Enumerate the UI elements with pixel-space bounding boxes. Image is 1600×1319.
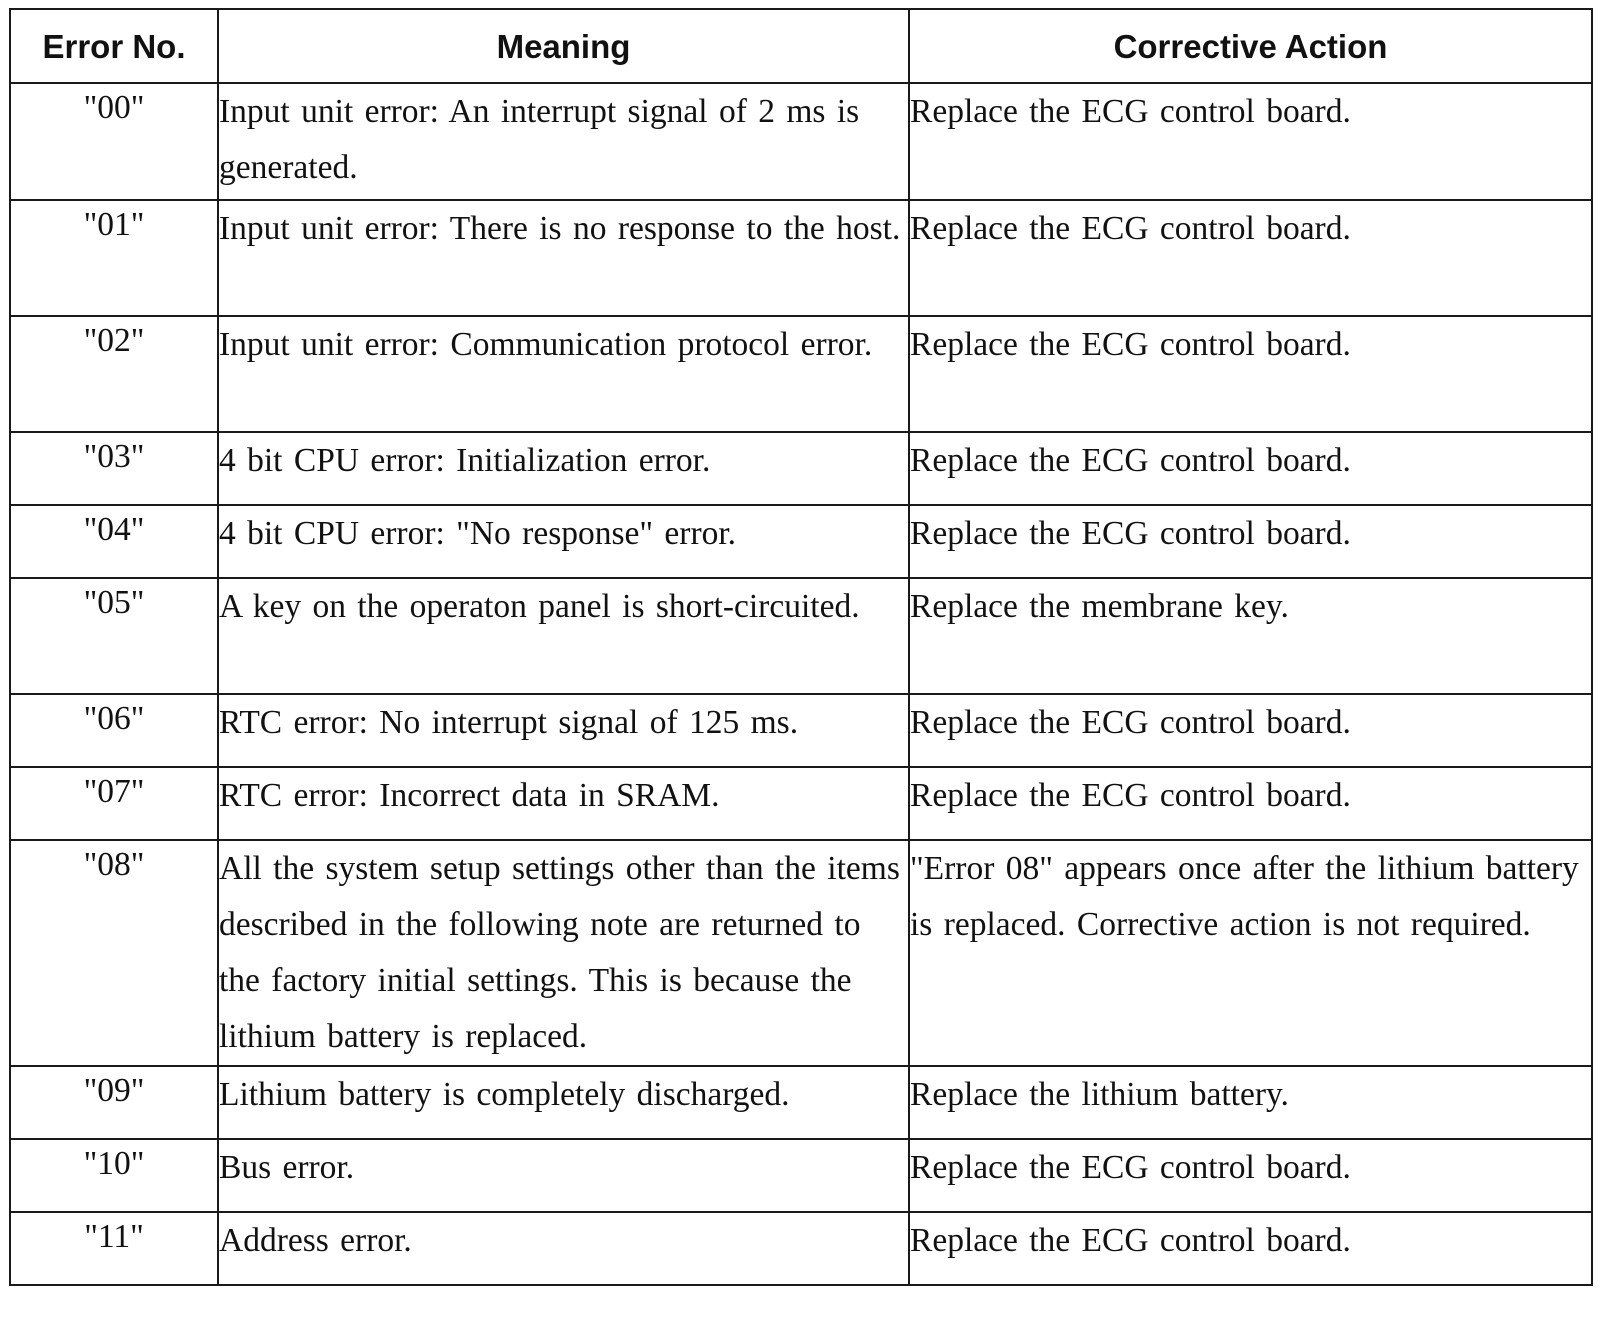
error-code-cell: "11" (10, 1212, 218, 1285)
action-cell: Replace the ECG control board. (909, 1212, 1592, 1285)
table-row (10, 505, 1592, 578)
meaning-cell: 4 bit CPU error: Initialization error. (218, 432, 909, 505)
error-code-cell: "10" (10, 1139, 218, 1212)
meaning-cell: Lithium battery is completely discharged. (218, 1066, 909, 1139)
meaning-cell: Input unit error: There is no response to the host. (218, 200, 909, 316)
header-meaning: Meaning (218, 9, 909, 83)
meaning-cell: Bus error. (218, 1139, 909, 1212)
error-code-cell: "04" (10, 505, 218, 578)
error-code-cell: "00" (10, 83, 218, 200)
action-cell: Replace the ECG control board. (909, 316, 1592, 432)
table-row (10, 694, 1592, 767)
table-row (10, 767, 1592, 840)
table-row (10, 432, 1592, 505)
table-row (10, 83, 1592, 200)
action-cell: "Error 08" appears once after the lithium battery is replaced. Corrective action is not required. (909, 840, 1592, 1066)
meaning-cell: 4 bit CPU error: "No response" error. (218, 505, 909, 578)
header-error-no: Error No. (10, 9, 218, 83)
error-code-table (9, 8, 1593, 1286)
meaning-cell: A key on the operaton panel is short-circuited. (218, 578, 909, 694)
table-row (10, 578, 1592, 694)
action-cell: Replace the lithium battery. (909, 1066, 1592, 1139)
meaning-cell: RTC error: No interrupt signal of 125 ms. (218, 694, 909, 767)
meaning-cell: RTC error: Incorrect data in SRAM. (218, 767, 909, 840)
table-row (10, 1212, 1592, 1285)
table-row (10, 200, 1592, 316)
action-cell: Replace the ECG control board. (909, 767, 1592, 840)
table-row (10, 316, 1592, 432)
action-cell: Replace the ECG control board. (909, 505, 1592, 578)
error-code-cell: "07" (10, 767, 218, 840)
header-corrective-action: Corrective Action (909, 9, 1592, 83)
error-code-cell: "02" (10, 316, 218, 432)
action-cell: Replace the ECG control board. (909, 694, 1592, 767)
error-code-cell: "08" (10, 840, 218, 1066)
error-code-cell: "06" (10, 694, 218, 767)
meaning-cell: All the system setup settings other than the items described in the following note are returned to the factory initial settings. This is because the lithium battery is replaced. (218, 840, 909, 1066)
action-cell: Replace the ECG control board. (909, 432, 1592, 505)
table-row (10, 1139, 1592, 1212)
table-row (10, 840, 1592, 1066)
meaning-cell: Address error. (218, 1212, 909, 1285)
action-cell: Replace the membrane key. (909, 578, 1592, 694)
action-cell: Replace the ECG control board. (909, 83, 1592, 200)
meaning-cell: Input unit error: An interrupt signal of 2 ms is generated. (218, 83, 909, 200)
error-code-cell: "09" (10, 1066, 218, 1139)
error-code-cell: "03" (10, 432, 218, 505)
action-cell: Replace the ECG control board. (909, 200, 1592, 316)
error-code-cell: "05" (10, 578, 218, 694)
table-row (10, 1066, 1592, 1139)
action-cell: Replace the ECG control board. (909, 1139, 1592, 1212)
meaning-cell: Input unit error: Communication protocol error. (218, 316, 909, 432)
error-code-cell: "01" (10, 200, 218, 316)
header-row (10, 9, 1592, 83)
